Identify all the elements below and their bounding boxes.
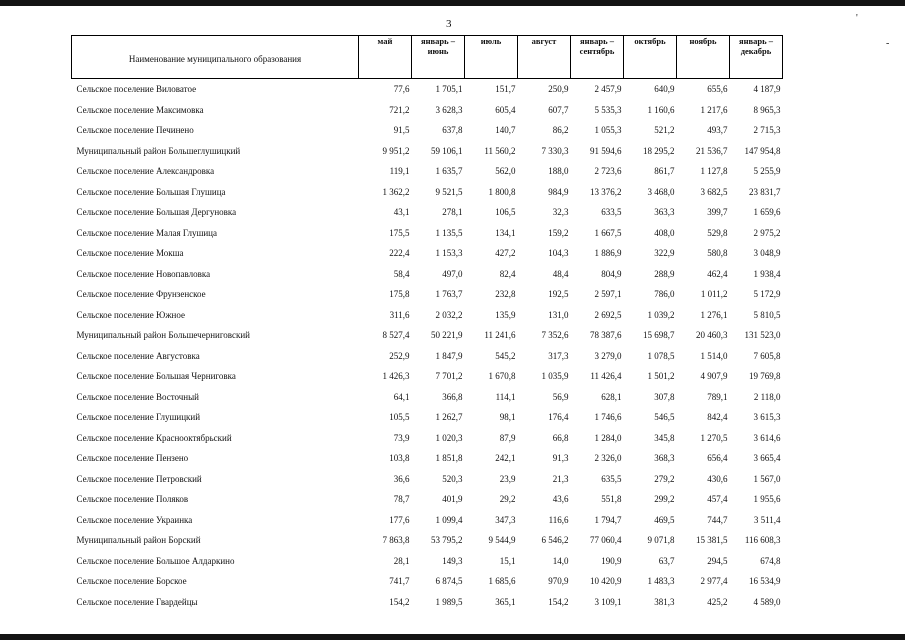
value-cell: 427,2: [495, 248, 516, 259]
value-cell: 59 106,1: [431, 145, 463, 156]
value-cell: 3 048,9: [753, 248, 781, 259]
value-cell: 861,7: [654, 166, 675, 177]
value-cell: 1 270,5: [700, 432, 728, 443]
value-cell: 1 135,5: [435, 227, 463, 238]
value-cell: 1 262,7: [435, 412, 463, 423]
value-cell: 15 698,7: [643, 330, 675, 341]
value-cell: 1 078,5: [647, 350, 675, 361]
value-cell: 551,8: [601, 494, 622, 505]
value-cell: 242,1: [495, 453, 516, 464]
value-cell: 3 614,6: [753, 432, 781, 443]
value-cell: 131 523,0: [744, 330, 781, 341]
value-cell: 1 055,3: [594, 125, 622, 136]
value-cell: 399,7: [707, 207, 728, 218]
value-cell: 789,1: [707, 391, 728, 402]
municipal-data-table: [71, 35, 783, 612]
value-cell: 16 534,9: [749, 576, 781, 587]
value-cell: 98,1: [499, 412, 516, 423]
value-cell: 842,4: [707, 412, 728, 423]
value-cell: 408,0: [654, 227, 675, 238]
value-cell: 637,8: [442, 125, 463, 136]
table-row: [72, 407, 783, 428]
value-cell: 1 763,7: [435, 289, 463, 300]
value-cell: 28,1: [393, 555, 410, 566]
value-cell: 105,5: [389, 412, 410, 423]
value-cell: 2 692,5: [594, 309, 622, 320]
value-cell: 786,0: [654, 289, 675, 300]
value-cell: 154,2: [548, 596, 569, 607]
value-cell: 294,5: [707, 555, 728, 566]
municipality-name-cell: Сельское поселение Виловатое: [76, 84, 197, 95]
table-row: [72, 592, 783, 613]
municipality-name-cell: Сельское поселение Большая Дергуновка: [76, 207, 237, 218]
value-cell: 9 071,8: [647, 535, 675, 546]
value-cell: 11 560,2: [484, 145, 516, 156]
value-cell: 580,8: [707, 248, 728, 259]
value-cell: 1 035,9: [541, 371, 569, 382]
value-cell: 177,6: [389, 514, 410, 525]
page-number: 3: [446, 18, 452, 30]
municipality-name-cell: Сельское поселение Августовка: [76, 350, 200, 361]
value-cell: 7 352,6: [541, 330, 569, 341]
value-cell: 1 362,2: [382, 186, 410, 197]
value-cell: 5 810,5: [753, 309, 781, 320]
value-cell: 106,5: [495, 207, 516, 218]
table-header-row: [72, 36, 783, 79]
value-cell: 401,9: [442, 494, 463, 505]
value-cell: 1 705,1: [435, 84, 463, 95]
municipality-name-cell: Сельское поселение Поляков: [76, 494, 189, 505]
value-cell: 462,4: [707, 268, 728, 279]
table-row: [72, 305, 783, 326]
value-cell: 7 863,8: [382, 535, 410, 546]
header-may: май: [359, 36, 412, 79]
table-row: [72, 141, 783, 162]
value-cell: 50 221,9: [431, 330, 463, 341]
value-cell: 58,4: [393, 268, 410, 279]
value-cell: 1 847,9: [435, 350, 463, 361]
value-cell: 2 457,9: [594, 84, 622, 95]
value-cell: 10 420,9: [590, 576, 622, 587]
value-cell: 19 769,8: [749, 371, 781, 382]
value-cell: 3 682,5: [700, 186, 728, 197]
value-cell: 43,6: [552, 494, 569, 505]
value-cell: 11 426,4: [590, 371, 622, 382]
value-cell: 322,9: [654, 248, 675, 259]
value-cell: 457,4: [707, 494, 728, 505]
value-cell: 149,3: [442, 555, 463, 566]
value-cell: 134,1: [495, 227, 516, 238]
value-cell: 116,6: [548, 514, 569, 525]
value-cell: 43,1: [393, 207, 410, 218]
value-cell: 53 795,2: [431, 535, 463, 546]
value-cell: 1 794,7: [594, 514, 622, 525]
table-row: [72, 79, 783, 100]
value-cell: 655,6: [707, 84, 728, 95]
value-cell: 1 989,5: [435, 596, 463, 607]
value-cell: 151,7: [495, 84, 516, 95]
value-cell: 1 938,4: [753, 268, 781, 279]
value-cell: 116 608,3: [744, 535, 781, 546]
value-cell: 175,8: [389, 289, 410, 300]
value-cell: 8 965,3: [753, 104, 781, 115]
municipality-name-cell: Сельское поселение Мокша: [76, 248, 184, 259]
value-cell: 4 187,9: [753, 84, 781, 95]
value-cell: 6 874,5: [435, 576, 463, 587]
value-cell: 9 544,9: [488, 535, 516, 546]
table-row: [72, 284, 783, 305]
value-cell: 252,9: [389, 350, 410, 361]
municipality-name-cell: Сельское поселение Александровка: [76, 166, 215, 177]
table-row: [72, 264, 783, 285]
value-cell: 721,2: [389, 104, 410, 115]
table-row: [72, 243, 783, 264]
value-cell: 4 589,0: [753, 596, 781, 607]
value-cell: 9 521,5: [435, 186, 463, 197]
table-row: [72, 489, 783, 510]
municipality-name-cell: Сельское поселение Борское: [76, 576, 187, 587]
value-cell: 13 376,2: [590, 186, 622, 197]
value-cell: 1 020,3: [435, 432, 463, 443]
municipality-name-cell: Сельское поселение Печинено: [76, 125, 194, 136]
value-cell: 1 567,0: [753, 473, 781, 484]
table-row: [72, 469, 783, 490]
value-cell: 86,2: [552, 125, 569, 136]
header-october: октябрь: [624, 36, 677, 79]
header-august: август: [518, 36, 571, 79]
value-cell: 77 060,4: [590, 535, 622, 546]
value-cell: 633,5: [601, 207, 622, 218]
value-cell: 804,9: [601, 268, 622, 279]
value-cell: 1 667,5: [594, 227, 622, 238]
header-jan-jun: январь – июнь: [412, 36, 465, 79]
value-cell: 5 535,3: [594, 104, 622, 115]
value-cell: 232,8: [495, 289, 516, 300]
value-cell: 5 255,9: [753, 166, 781, 177]
value-cell: 605,4: [495, 104, 516, 115]
value-cell: 744,7: [707, 514, 728, 525]
value-cell: 469,5: [654, 514, 675, 525]
value-cell: 1 276,1: [700, 309, 728, 320]
value-cell: 91 594,6: [590, 145, 622, 156]
municipality-name-cell: Сельское поселение Большая Глушица: [76, 186, 226, 197]
value-cell: 984,9: [548, 186, 569, 197]
municipality-name-cell: Сельское поселение Краснооктябрьский: [76, 432, 232, 443]
table-row: [72, 448, 783, 469]
value-cell: 14,0: [552, 555, 569, 566]
value-cell: 2 032,2: [435, 309, 463, 320]
municipality-name-cell: Сельское поселение Большое Алдаркино: [76, 555, 235, 566]
value-cell: 1 955,6: [753, 494, 781, 505]
value-cell: 1 746,6: [594, 412, 622, 423]
value-cell: 317,3: [548, 350, 569, 361]
table-row: [72, 387, 783, 408]
table-row: [72, 366, 783, 387]
value-cell: 278,1: [442, 207, 463, 218]
value-cell: 82,4: [499, 268, 516, 279]
value-cell: 1 426,3: [382, 371, 410, 382]
header-july: июль: [465, 36, 518, 79]
value-cell: 628,1: [601, 391, 622, 402]
value-cell: 562,0: [495, 166, 516, 177]
municipality-name-cell: Сельское поселение Новопавловка: [76, 268, 211, 279]
value-cell: 36,6: [393, 473, 410, 484]
scan-mark: -: [886, 38, 890, 49]
table-row: [72, 120, 783, 141]
municipality-name-cell: Сельское поселение Восточный: [76, 391, 199, 402]
value-cell: 77,6: [393, 84, 410, 95]
value-cell: 119,1: [389, 166, 410, 177]
value-cell: 1 659,6: [753, 207, 781, 218]
table-row: [72, 571, 783, 592]
value-cell: 1 011,2: [700, 289, 728, 300]
page-bottom-border: [0, 634, 905, 640]
table-row: [72, 530, 783, 551]
value-cell: 1 483,3: [647, 576, 675, 587]
page-top-border: [0, 0, 905, 6]
value-cell: 48,4: [552, 268, 569, 279]
table-row: [72, 428, 783, 449]
value-cell: 345,8: [654, 432, 675, 443]
municipality-name-cell: Муниципальный район Большечерниговский: [76, 330, 251, 341]
value-cell: 15,1: [499, 555, 516, 566]
value-cell: 159,2: [548, 227, 569, 238]
value-cell: 21,3: [552, 473, 569, 484]
value-cell: 1 685,6: [488, 576, 516, 587]
value-cell: 493,7: [707, 125, 728, 136]
table-row: [72, 223, 783, 244]
value-cell: 363,3: [654, 207, 675, 218]
value-cell: 190,9: [601, 555, 622, 566]
value-cell: 2 723,6: [594, 166, 622, 177]
header-municipality: Наименование муниципального образования: [72, 36, 359, 79]
value-cell: 21 536,7: [696, 145, 728, 156]
value-cell: 131,0: [548, 309, 569, 320]
value-cell: 9 951,2: [382, 145, 410, 156]
municipality-name-cell: Сельское поселение Максимовка: [76, 104, 204, 115]
municipality-name-cell: Сельское поселение Малая Глушица: [76, 227, 217, 238]
value-cell: 3 628,3: [435, 104, 463, 115]
value-cell: 15 381,5: [696, 535, 728, 546]
value-cell: 135,9: [495, 309, 516, 320]
value-cell: 1 851,8: [435, 453, 463, 464]
value-cell: 521,2: [654, 125, 675, 136]
value-cell: 970,9: [548, 576, 569, 587]
table-row: [72, 161, 783, 182]
value-cell: 2 715,3: [753, 125, 781, 136]
municipality-name-cell: Сельское поселение Пензено: [76, 453, 189, 464]
municipality-name-cell: Сельское поселение Большая Черниговка: [76, 371, 236, 382]
value-cell: 1 284,0: [594, 432, 622, 443]
value-cell: 7 605,8: [753, 350, 781, 361]
value-cell: 656,4: [707, 453, 728, 464]
value-cell: 175,5: [389, 227, 410, 238]
value-cell: 78 387,6: [590, 330, 622, 341]
value-cell: 2 597,1: [594, 289, 622, 300]
value-cell: 1 217,6: [700, 104, 728, 115]
value-cell: 1 127,8: [700, 166, 728, 177]
value-cell: 3 109,1: [594, 596, 622, 607]
value-cell: 635,5: [601, 473, 622, 484]
value-cell: 3 468,0: [647, 186, 675, 197]
value-cell: 607,7: [548, 104, 569, 115]
value-cell: 299,2: [654, 494, 675, 505]
value-cell: 154,2: [389, 596, 410, 607]
value-cell: 78,7: [393, 494, 410, 505]
value-cell: 425,2: [707, 596, 728, 607]
value-cell: 64,1: [393, 391, 410, 402]
scan-mark: ': [856, 13, 858, 24]
value-cell: 381,3: [654, 596, 675, 607]
table-row: [72, 325, 783, 346]
value-cell: 2 977,4: [700, 576, 728, 587]
municipality-name-cell: Сельское поселение Петровский: [76, 473, 202, 484]
value-cell: 1 501,2: [647, 371, 675, 382]
value-cell: 545,2: [495, 350, 516, 361]
value-cell: 741,7: [389, 576, 410, 587]
value-cell: 87,9: [499, 432, 516, 443]
value-cell: 546,5: [654, 412, 675, 423]
value-cell: 430,6: [707, 473, 728, 484]
value-cell: 23 831,7: [749, 186, 781, 197]
value-cell: 529,8: [707, 227, 728, 238]
municipality-name-cell: Муниципальный район Большеглушицкий: [76, 145, 241, 156]
municipality-name-cell: Сельское поселение Южное: [76, 309, 185, 320]
value-cell: 18 295,2: [643, 145, 675, 156]
value-cell: 279,2: [654, 473, 675, 484]
value-cell: 20 460,3: [696, 330, 728, 341]
value-cell: 366,8: [442, 391, 463, 402]
value-cell: 23,9: [499, 473, 516, 484]
value-cell: 1 039,2: [647, 309, 675, 320]
value-cell: 311,6: [389, 309, 410, 320]
value-cell: 7 701,2: [435, 371, 463, 382]
value-cell: 2 326,0: [594, 453, 622, 464]
municipality-name-cell: Сельское поселение Фрунзенское: [76, 289, 206, 300]
value-cell: 63,7: [658, 555, 675, 566]
table-row: [72, 202, 783, 223]
value-cell: 1 670,8: [488, 371, 516, 382]
value-cell: 32,3: [552, 207, 569, 218]
value-cell: 91,3: [552, 453, 569, 464]
value-cell: 56,9: [552, 391, 569, 402]
value-cell: 1 800,8: [488, 186, 516, 197]
value-cell: 3 511,4: [753, 514, 781, 525]
municipality-name-cell: Сельское поселение Гвардейцы: [76, 596, 198, 607]
value-cell: 140,7: [495, 125, 516, 136]
value-cell: 2 118,0: [753, 391, 781, 402]
value-cell: 11 241,6: [484, 330, 516, 341]
value-cell: 3 665,4: [753, 453, 781, 464]
value-cell: 7 330,3: [541, 145, 569, 156]
value-cell: 2 975,2: [753, 227, 781, 238]
header-jan-dec: январь – декабрь: [730, 36, 783, 79]
table-row: [72, 346, 783, 367]
value-cell: 1 635,7: [435, 166, 463, 177]
value-cell: 497,0: [442, 268, 463, 279]
municipality-name-cell: Сельское поселение Украинка: [76, 514, 193, 525]
header-november: ноябрь: [677, 36, 730, 79]
table-row: [72, 100, 783, 121]
value-cell: 176,4: [548, 412, 569, 423]
value-cell: 103,8: [389, 453, 410, 464]
value-cell: 640,9: [654, 84, 675, 95]
value-cell: 222,4: [389, 248, 410, 259]
value-cell: 307,8: [654, 391, 675, 402]
value-cell: 104,3: [548, 248, 569, 259]
value-cell: 91,5: [393, 125, 410, 136]
value-cell: 365,1: [495, 596, 516, 607]
value-cell: 674,8: [760, 555, 781, 566]
table-row: [72, 551, 783, 572]
value-cell: 188,0: [548, 166, 569, 177]
value-cell: 1 099,4: [435, 514, 463, 525]
value-cell: 520,3: [442, 473, 463, 484]
value-cell: 192,5: [548, 289, 569, 300]
value-cell: 250,9: [548, 84, 569, 95]
value-cell: 1 886,9: [594, 248, 622, 259]
table-row: [72, 510, 783, 531]
value-cell: 288,9: [654, 268, 675, 279]
municipality-name-cell: Сельское поселение Глушицкий: [76, 412, 201, 423]
value-cell: 8 527,4: [382, 330, 410, 341]
value-cell: 4 907,9: [700, 371, 728, 382]
value-cell: 66,8: [552, 432, 569, 443]
value-cell: 3 279,0: [594, 350, 622, 361]
value-cell: 347,3: [495, 514, 516, 525]
value-cell: 29,2: [499, 494, 516, 505]
value-cell: 1 160,6: [647, 104, 675, 115]
value-cell: 3 615,3: [753, 412, 781, 423]
table-row: [72, 182, 783, 203]
value-cell: 73,9: [393, 432, 410, 443]
value-cell: 147 954,8: [744, 145, 781, 156]
value-cell: 1 153,3: [435, 248, 463, 259]
header-jan-sep: январь – сентябрь: [571, 36, 624, 79]
value-cell: 5 172,9: [753, 289, 781, 300]
value-cell: 1 514,0: [700, 350, 728, 361]
table-body: [72, 79, 783, 613]
value-cell: 6 546,2: [541, 535, 569, 546]
value-cell: 368,3: [654, 453, 675, 464]
municipality-name-cell: Муниципальный район Борский: [76, 535, 201, 546]
value-cell: 114,1: [495, 391, 516, 402]
